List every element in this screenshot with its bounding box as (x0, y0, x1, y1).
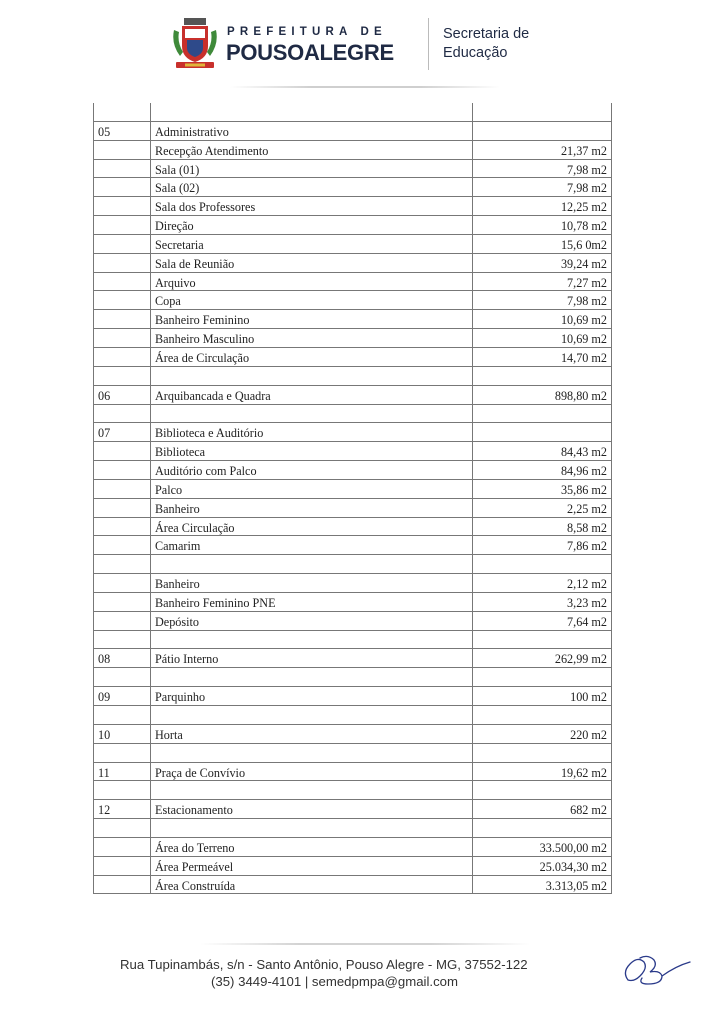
area-cell: 84,96 m2 (473, 461, 612, 479)
item-number-cell (93, 405, 151, 423)
item-number-cell (93, 612, 151, 630)
department-line1: Secretaria de (443, 26, 530, 42)
description-cell (151, 706, 473, 724)
area-cell: 84,43 m2 (473, 442, 612, 460)
description-cell: Secretaria (151, 235, 473, 253)
description-cell (151, 744, 473, 762)
area-cell: 682 m2 (473, 800, 612, 818)
description-cell (151, 781, 473, 799)
item-number-cell (93, 178, 151, 196)
header-rule (230, 86, 500, 88)
item-number-cell (93, 857, 151, 875)
area-cell: 33.500,00 m2 (473, 838, 612, 856)
table-row (93, 725, 612, 744)
table-row (93, 216, 612, 235)
table-row (93, 160, 612, 179)
description-cell: Pátio Interno (151, 649, 473, 667)
letterhead (172, 16, 552, 76)
footer-address: Rua Tupinambás, s/n - Santo Antônio, Pouso Alegre - MG, 37552-122 (120, 957, 528, 972)
table-row (93, 499, 612, 518)
area-cell: 35,86 m2 (473, 480, 612, 498)
item-number-cell: 07 (93, 423, 151, 441)
area-cell: 21,37 m2 (473, 141, 612, 159)
item-number-cell (93, 216, 151, 234)
department-line2: Educação (443, 45, 508, 61)
description-cell: Área de Circulação (151, 348, 473, 366)
table-row (93, 423, 612, 442)
table-row (93, 367, 612, 386)
item-number-cell (93, 536, 151, 554)
area-cell: 10,78 m2 (473, 216, 612, 234)
table-row (93, 876, 612, 895)
table-row (93, 706, 612, 725)
area-cell: 3.313,05 m2 (473, 876, 612, 894)
description-cell: Área do Terreno (151, 838, 473, 856)
item-number-cell (93, 574, 151, 592)
item-number-cell (93, 706, 151, 724)
description-cell: Parquinho (151, 687, 473, 705)
handwritten-signature (618, 950, 694, 990)
table-row (93, 744, 612, 763)
table-row (93, 574, 612, 593)
description-cell: Auditório com Palco (151, 461, 473, 479)
item-number-cell: 08 (93, 649, 151, 667)
item-number-cell (93, 235, 151, 253)
table-row (93, 536, 612, 555)
area-cell: 15,6 0m2 (473, 235, 612, 253)
footer-contact: (35) 3449-4101 | semedpmpa@gmail.com (211, 974, 458, 989)
area-cell (473, 819, 612, 837)
item-number-cell (93, 781, 151, 799)
table-row (93, 687, 612, 706)
table-row (93, 631, 612, 650)
area-cell (473, 744, 612, 762)
item-number-cell: 12 (93, 800, 151, 818)
table-row (93, 461, 612, 480)
area-cell: 12,25 m2 (473, 197, 612, 215)
item-number-cell (93, 310, 151, 328)
description-cell (151, 367, 473, 385)
item-number-cell (93, 593, 151, 611)
item-number-cell (93, 668, 151, 686)
area-cell (473, 367, 612, 385)
description-cell: Arquibancada e Quadra (151, 386, 473, 404)
item-number-cell (93, 273, 151, 291)
header-divider (428, 18, 429, 70)
table-row (93, 291, 612, 310)
area-cell: 19,62 m2 (473, 763, 612, 781)
table-row (93, 649, 612, 668)
description-cell: Arquivo (151, 273, 473, 291)
area-cell (473, 103, 612, 121)
item-number-cell (93, 254, 151, 272)
description-cell: Banheiro Feminino (151, 310, 473, 328)
item-number-cell (93, 518, 151, 536)
area-cell (473, 706, 612, 724)
area-cell: 3,23 m2 (473, 593, 612, 611)
table-row (93, 178, 612, 197)
table-row (93, 141, 612, 160)
area-cell (473, 423, 612, 441)
city-crest-logo (172, 18, 218, 70)
area-cell: 7,64 m2 (473, 612, 612, 630)
area-cell: 7,98 m2 (473, 291, 612, 309)
item-number-cell (93, 197, 151, 215)
item-number-cell: 05 (93, 122, 151, 140)
table-row (93, 781, 612, 800)
item-number-cell (93, 442, 151, 460)
area-cell: 10,69 m2 (473, 310, 612, 328)
item-number-cell (93, 838, 151, 856)
area-cell: 25.034,30 m2 (473, 857, 612, 875)
description-cell: Depósito (151, 612, 473, 630)
description-cell: Direção (151, 216, 473, 234)
item-number-cell: 06 (93, 386, 151, 404)
item-number-cell (93, 819, 151, 837)
table-row (93, 819, 612, 838)
item-number-cell: 09 (93, 687, 151, 705)
table-row (93, 386, 612, 405)
item-number-cell (93, 631, 151, 649)
table-row (93, 329, 612, 348)
description-cell: Área Circulação (151, 518, 473, 536)
table-row (93, 310, 612, 329)
description-cell: Administrativo (151, 122, 473, 140)
area-cell: 2,25 m2 (473, 499, 612, 517)
area-cell (473, 781, 612, 799)
area-cell: 7,98 m2 (473, 160, 612, 178)
area-cell: 100 m2 (473, 687, 612, 705)
description-cell (151, 631, 473, 649)
area-cell: 10,69 m2 (473, 329, 612, 347)
table-row (93, 122, 612, 141)
description-cell (151, 405, 473, 423)
table-row (93, 518, 612, 537)
table-row (93, 763, 612, 782)
area-cell: 39,24 m2 (473, 254, 612, 272)
description-cell: Praça de Convívio (151, 763, 473, 781)
description-cell: Palco (151, 480, 473, 498)
description-cell: Biblioteca (151, 442, 473, 460)
table-row (93, 348, 612, 367)
table-row (93, 197, 612, 216)
description-cell: Sala dos Professores (151, 197, 473, 215)
footer-rule (200, 943, 530, 945)
area-cell (473, 122, 612, 140)
description-cell (151, 103, 473, 121)
item-number-cell (93, 499, 151, 517)
table-row (93, 480, 612, 499)
area-cell: 7,27 m2 (473, 273, 612, 291)
area-table (93, 103, 612, 894)
area-cell: 8,58 m2 (473, 518, 612, 536)
description-cell (151, 555, 473, 573)
table-row (93, 668, 612, 687)
table-row (93, 612, 612, 631)
description-cell: Horta (151, 725, 473, 743)
area-cell (473, 555, 612, 573)
item-number-cell (93, 480, 151, 498)
description-cell (151, 819, 473, 837)
area-cell: 2,12 m2 (473, 574, 612, 592)
description-cell: Sala (02) (151, 178, 473, 196)
item-number-cell (93, 367, 151, 385)
table-row (93, 405, 612, 424)
area-cell (473, 631, 612, 649)
table-row (93, 254, 612, 273)
table-row (93, 103, 612, 122)
table-row (93, 555, 612, 574)
item-number-cell (93, 160, 151, 178)
area-cell: 898,80 m2 (473, 386, 612, 404)
area-cell: 7,98 m2 (473, 178, 612, 196)
description-cell: Sala (01) (151, 160, 473, 178)
item-number-cell: 10 (93, 725, 151, 743)
area-cell: 7,86 m2 (473, 536, 612, 554)
brand-top-text: PREFEITURA DE (227, 26, 387, 38)
table-row (93, 235, 612, 254)
area-cell: 262,99 m2 (473, 649, 612, 667)
description-cell: Recepção Atendimento (151, 141, 473, 159)
area-cell (473, 668, 612, 686)
description-cell: Banheiro Masculino (151, 329, 473, 347)
area-cell: 14,70 m2 (473, 348, 612, 366)
item-number-cell (93, 348, 151, 366)
table-row (93, 593, 612, 612)
brand-main-text: POUSOALEGRE (226, 40, 394, 65)
item-number-cell (93, 461, 151, 479)
description-cell: Camarim (151, 536, 473, 554)
description-cell (151, 668, 473, 686)
description-cell: Sala de Reunião (151, 254, 473, 272)
table-row (93, 442, 612, 461)
table-row (93, 838, 612, 857)
description-cell: Banheiro (151, 499, 473, 517)
description-cell: Banheiro Feminino PNE (151, 593, 473, 611)
item-number-cell (93, 291, 151, 309)
item-number-cell (93, 103, 151, 121)
table-row (93, 273, 612, 292)
area-cell (473, 405, 612, 423)
description-cell: Biblioteca e Auditório (151, 423, 473, 441)
table-row (93, 800, 612, 819)
description-cell: Estacionamento (151, 800, 473, 818)
item-number-cell (93, 555, 151, 573)
description-cell: Área Construída (151, 876, 473, 894)
description-cell: Área Permeável (151, 857, 473, 875)
item-number-cell (93, 876, 151, 894)
description-cell: Copa (151, 291, 473, 309)
item-number-cell: 11 (93, 763, 151, 781)
area-cell: 220 m2 (473, 725, 612, 743)
table-row (93, 857, 612, 876)
item-number-cell (93, 744, 151, 762)
description-cell: Banheiro (151, 574, 473, 592)
item-number-cell (93, 141, 151, 159)
item-number-cell (93, 329, 151, 347)
